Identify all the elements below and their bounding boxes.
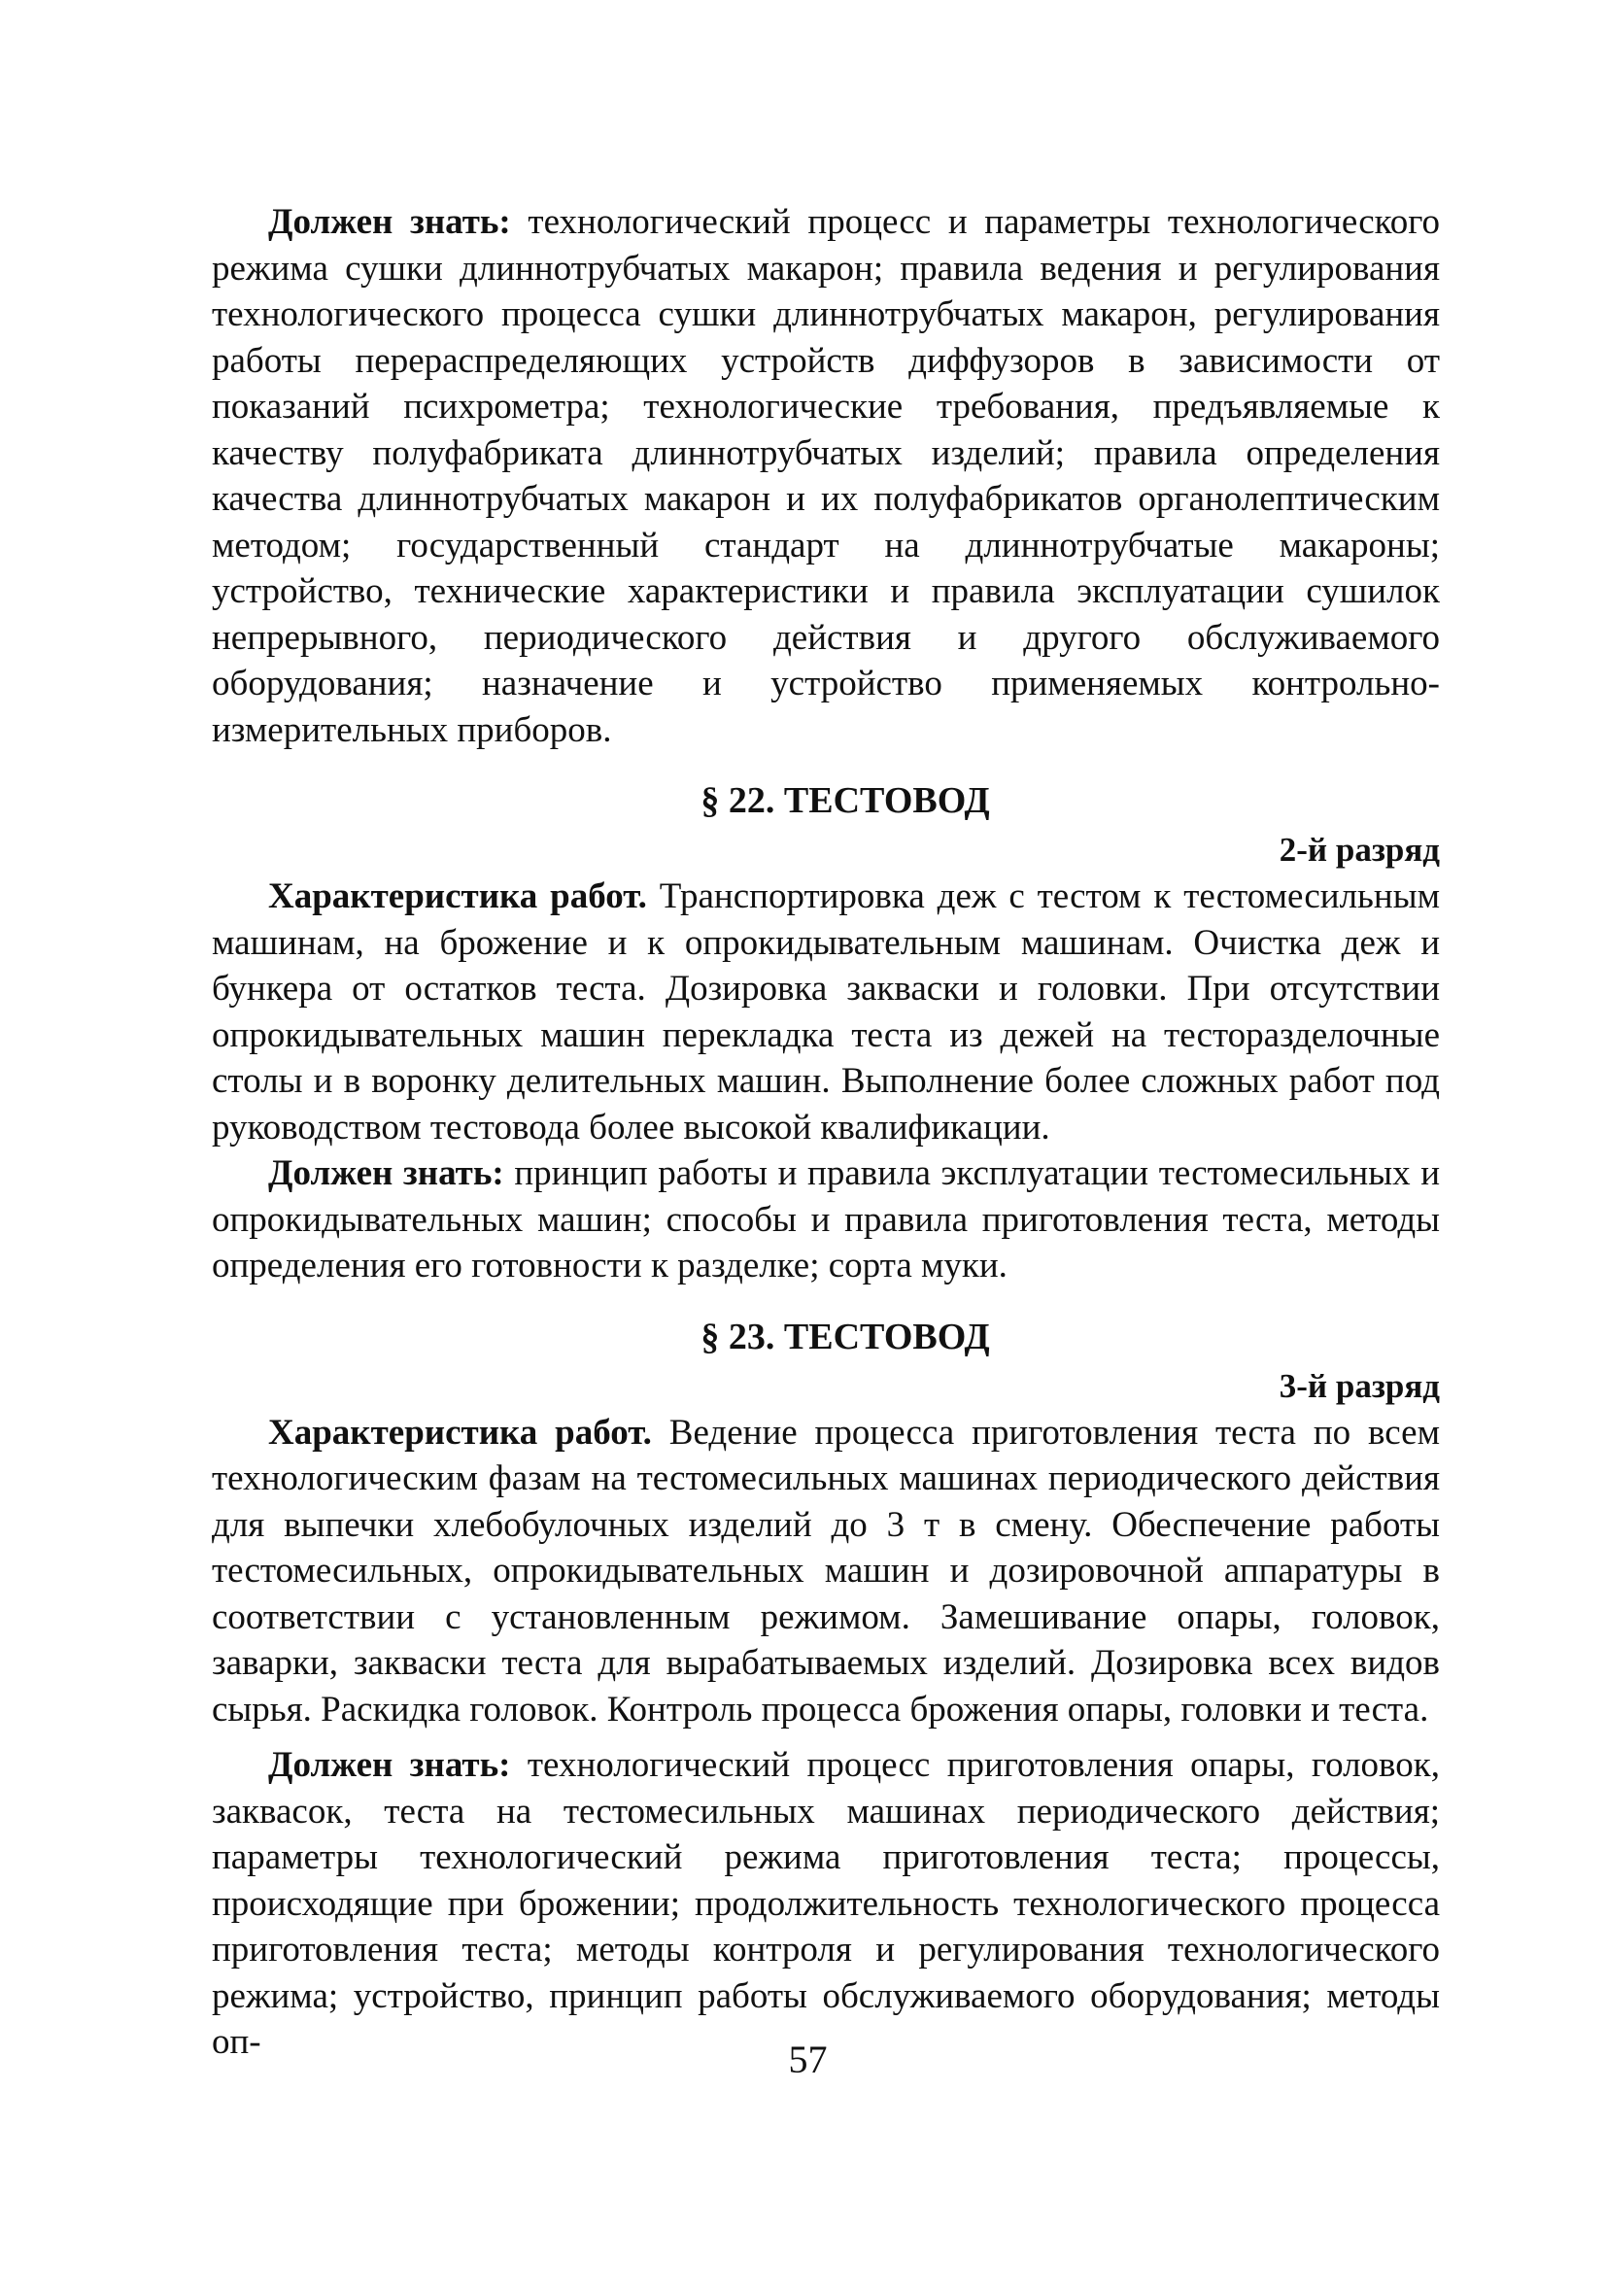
section-grade: 2-й разряд [1279,831,1440,869]
must-know-paragraph [212,1742,1440,2066]
paragraph-lead: Характеристика работ. [268,1412,652,1453]
paragraph-text: принцип работы и правила эксплуатации тестомесильных и опрокидывательных машин; способы и правила приготовления теста, методы определения его готовности к разделке; сорта муки. [212,1153,1440,1285]
section-title: § 23. ТЕСТОВОД [700,1316,990,1357]
paragraph-text: технологический процесс приготовления опары, головок, заквасок, теста на тестомесильных машинах периодического действия; параметры технологический режима приготовления теста; процессы, происходящие при брожении; продолжительность технологического процесса приготовления теста; методы контроля и регулирования технологического режима; устройство, принцип работы обслуживаемого оборудования; методы оп- [212,1745,1440,2062]
must-know-paragraph [212,1150,1440,1289]
paragraph-text: Ведение процесса приготовления теста по всем технологическим фазам на тестомесильных машинах периодического действия для выпечки хлебобулочных изделий до 3 т в смену. Обеспечение работы тестомесильных, опрокидывательных машин и дозировочной аппаратуры в соответствии с установленным режимом. Замешивание опары, головок, заварки, закваски теста для вырабатываемых изделий. Дозировка всех видов сырья. Раскидка головок. Контроль процесса брожения опары, головки и теста. [212,1412,1440,1730]
paragraph-lead: Характеристика работ. [268,876,647,916]
paragraph-lead: Должен знать: [268,1153,504,1193]
paragraph-lead: Должен знать: [268,1745,511,1785]
intro-paragraph [212,199,1440,753]
paragraph-text: технологический процесс и параметры технологического режима сушки длиннотрубчатых макарон; правила ведения и регулирования технологического процесса сушки длиннотрубчатых макарон, регулирования работы перераспределяющих устройств диффузоров в зависимости от показаний психрометра; технологические требования, предъявляемые к качеству полуфабриката длиннотрубчатых изделий; правила определения качества длиннотрубчатых макарон и их полуфабрикатов органолептическим методом; государственный стандарт на длиннотрубчатые макароны; устройство, технические характеристики и правила эксплуатации сушилок непрерывного, периодического действия и другого обслуживаемого оборудования; назначение и устройство применяемых контрольно-измерительных приборов. [212,202,1440,750]
page-content [212,199,1440,2066]
paragraph-lead: Должен знать: [268,202,511,242]
paragraph-text: Транспортировка деж с тестом к тестомесильным машинам, на брожение и к опрокидывательным машинам. Очистка деж и бункера от остатков теста. Дозировка закваски и головки. При отсутствии опрокидывательных машин перекладка теста из дежей на тесторазделочные столы и в воронку делительных машин. Выполнение более сложных работ под руководством тестовода более высокой квалификации. [212,876,1440,1148]
section-title: § 22. ТЕСТОВОД [700,780,990,821]
section-grade: 3-й разряд [1279,1366,1440,1405]
work-characteristics-paragraph [212,1410,1440,1733]
work-characteristics-paragraph [212,874,1440,1150]
page-number: 57 [788,2038,828,2081]
